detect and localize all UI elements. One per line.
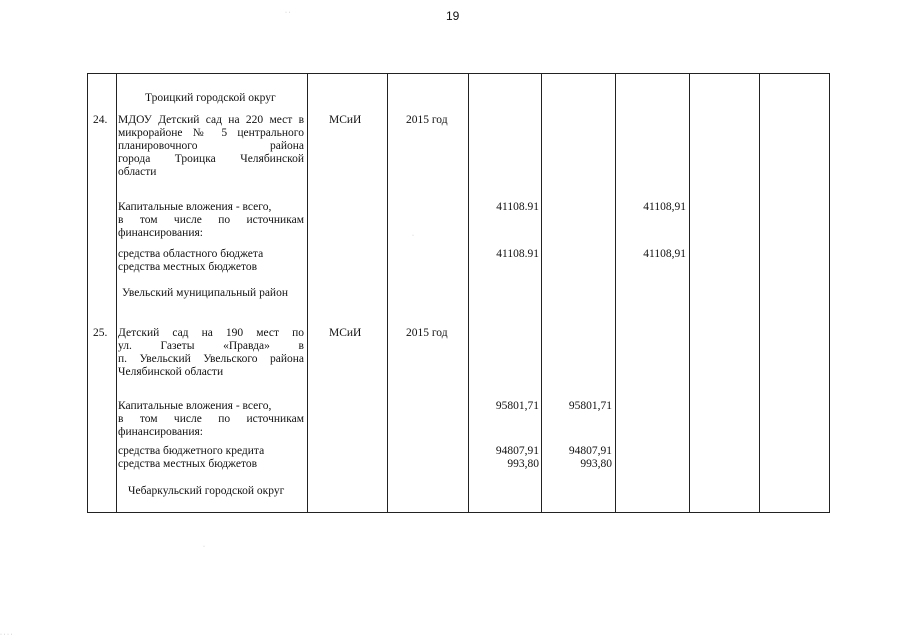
row-index: 25. (93, 327, 108, 339)
scan-speck: · · · · (0, 632, 13, 638)
year-value: 95801,71 (568, 400, 612, 412)
finance-line: Капитальные вложения - всего, (118, 400, 272, 412)
year-value: 94807,91 (568, 445, 612, 457)
column-divider (689, 73, 690, 513)
object-name-line: МДОУ Детский сад на 220 мест в (118, 114, 304, 126)
total-value: 95801,71 (495, 400, 539, 412)
object-name-line: города Троицка Челябинской (118, 153, 304, 165)
executor: МСиИ (329, 327, 362, 339)
column-divider (759, 73, 760, 513)
object-name-line: планировочного района (118, 140, 304, 152)
year-value: 41108,91 (643, 248, 686, 260)
object-name-line: Детский сад на 190 мест по (118, 327, 304, 339)
executor: МСиИ (329, 114, 362, 126)
year-value: 41108,91 (643, 201, 686, 213)
period: 2015 год (406, 327, 448, 339)
column-divider (116, 73, 117, 513)
finance-line: финансирования: (118, 426, 203, 438)
total-value: 41108.91 (496, 248, 539, 260)
column-divider (387, 73, 388, 513)
total-value: 94807,91 (495, 445, 539, 457)
finance-line: в том числе по источникам (118, 413, 304, 425)
total-value: 41108.91 (496, 201, 539, 213)
section-heading: Чебаркульский городской округ (128, 485, 285, 497)
object-name-line: области (118, 166, 157, 178)
column-divider (307, 73, 308, 513)
scan-speck: · (412, 233, 414, 239)
finance-line: Капитальные вложения - всего, (118, 201, 272, 213)
finance-line: средства областного бюджета (118, 248, 264, 260)
finance-line: средства местных бюджетов (118, 261, 258, 273)
section-heading: Троицкий городской округ (145, 92, 276, 104)
finance-line: в том числе по источникам (118, 214, 304, 226)
object-name-line: п. Увельский Увельского района (118, 353, 304, 365)
column-divider (615, 73, 616, 513)
section-heading: Увельский муниципальный район (122, 287, 288, 299)
scan-speck: · · (285, 10, 291, 16)
finance-line: средства бюджетного кредита (118, 445, 265, 457)
year-value: 993,80 (580, 458, 612, 470)
object-name-line: микрорайоне № 5 центрального (118, 127, 304, 139)
period: 2015 год (406, 114, 448, 126)
finance-line: средства местных бюджетов (118, 458, 258, 470)
object-name-line: ул. Газеты «Правда» в (118, 340, 304, 352)
page-number: 19 (446, 9, 460, 23)
total-value: 993,80 (507, 458, 539, 470)
row-index: 24. (93, 114, 108, 126)
scan-speck: · (203, 544, 205, 550)
object-name-line: Челябинской области (118, 366, 224, 378)
finance-line: финансирования: (118, 227, 203, 239)
